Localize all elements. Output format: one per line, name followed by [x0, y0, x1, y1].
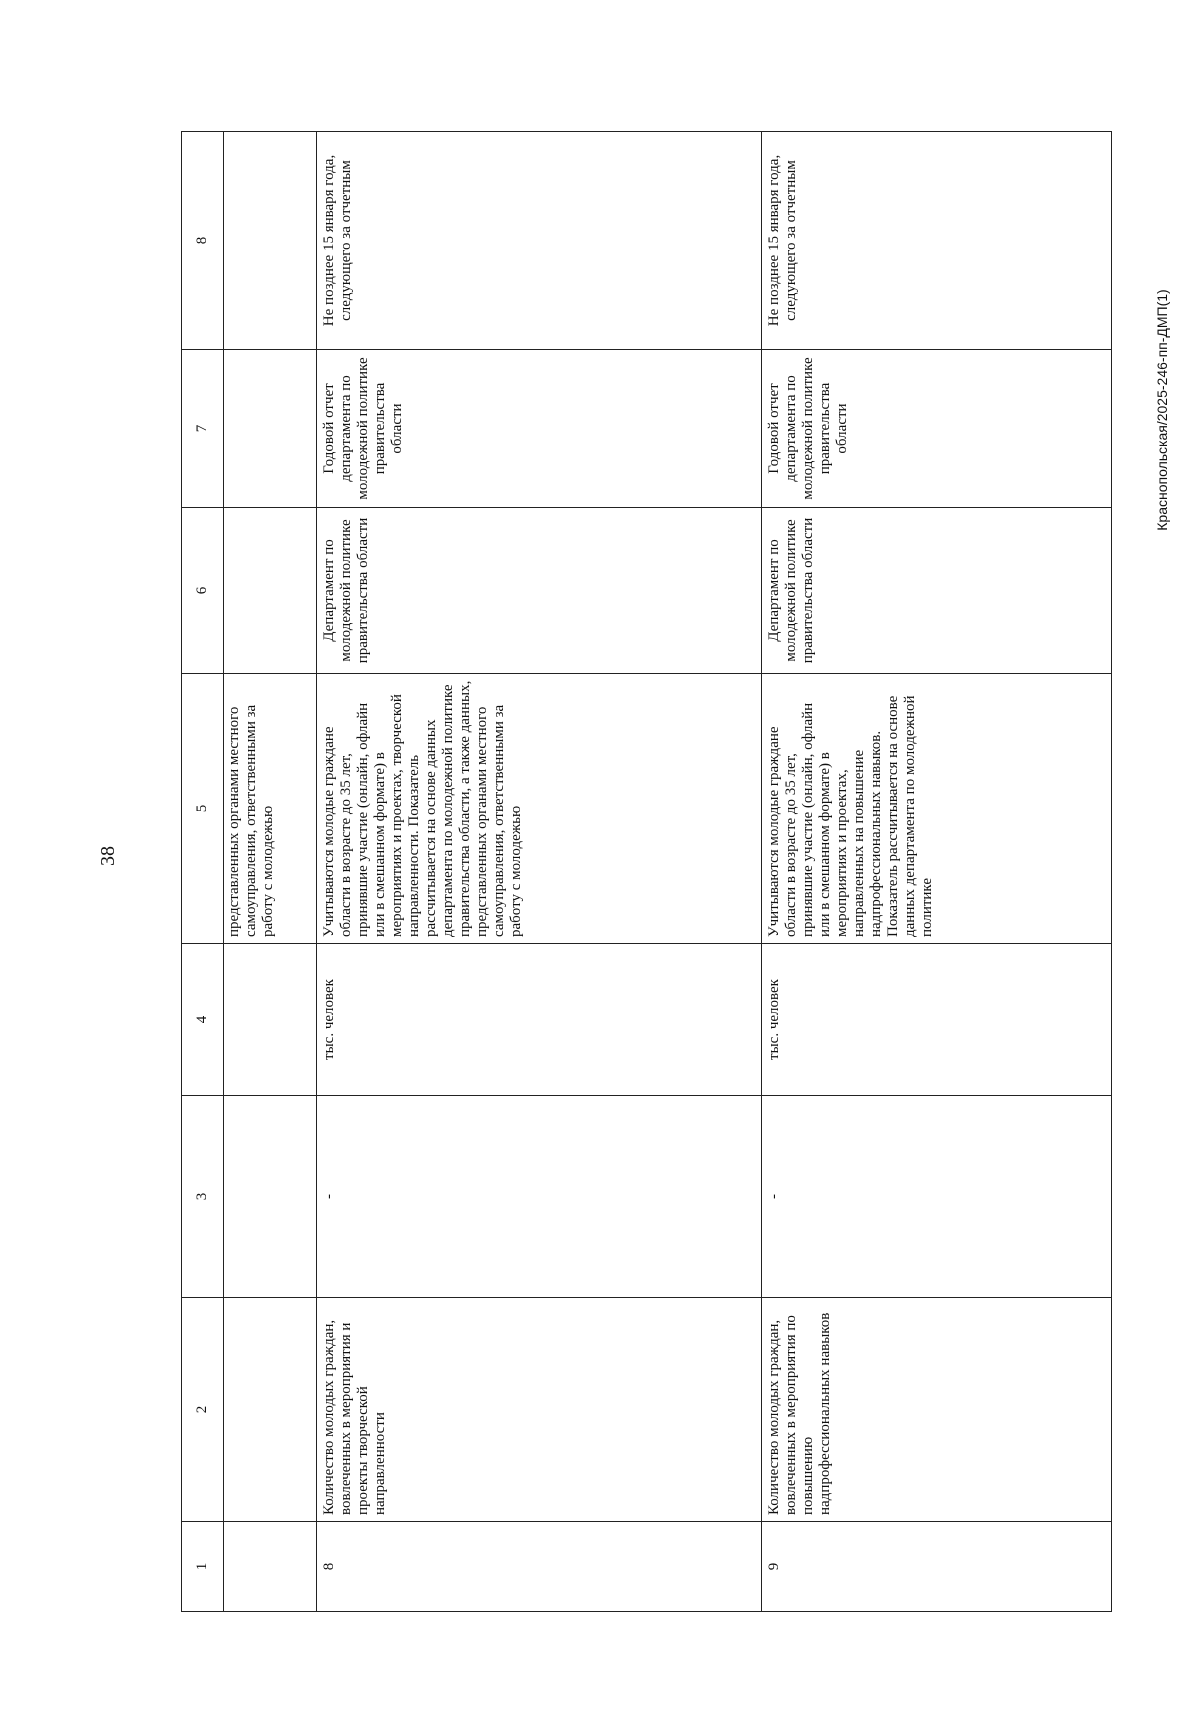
deadline: Не позднее 15 января года, следующего за отчетным: [762, 132, 1112, 350]
unit-of-measure: тыс. человек: [317, 944, 762, 1096]
document-code: Краснопольская/2025-246-пп-ДМП(1): [1154, 289, 1170, 531]
cont-cell-unit: [224, 944, 317, 1096]
header-cell-7: 7: [182, 350, 224, 508]
indicators-table: [181, 131, 1112, 1612]
methodology: Учитываются молодые граждане области в возрасте до 35 лет, принявшие участие (онлайн, офлайн или в смешанном формате) в мероприятиях и проектах, творческой направленности. Показатель рассчитывается на основе данных департамента по молодежной политике правительства области, а также данных, представленных органами местного самоуправления, ответственными за работу с молодежью: [317, 674, 762, 944]
table-row: [317, 132, 762, 1612]
header-cell-8: 8: [182, 132, 224, 350]
row-number: 9: [762, 1522, 1112, 1612]
cont-cell-deadline: [224, 132, 317, 350]
rotated-table-wrapper: [181, 132, 1111, 1612]
data-source: Годовой отчет департамента по молодежной политике правительства области: [762, 350, 1112, 508]
table-area: [181, 132, 1111, 1612]
table-row: [762, 132, 1112, 1612]
row-number: 8: [317, 1522, 762, 1612]
header-cell-1: 1: [182, 1522, 224, 1612]
indicator-name: Количество молодых граждан, вовлеченных в мероприятия и проекты творческой направленности: [317, 1298, 762, 1522]
basic-value: -: [762, 1096, 1112, 1298]
header-cell-5: 5: [182, 674, 224, 944]
indicator-name: Количество молодых граждан, вовлеченных в мероприятия по повышению надпрофессиональных навыков: [762, 1298, 1112, 1522]
cont-cell-source: [224, 350, 317, 508]
responsible-body: Департамент по молодежной политике правительства области: [762, 508, 1112, 674]
header-row: [182, 132, 224, 1612]
cont-cell-name: [224, 1298, 317, 1522]
cont-cell-responsible: [224, 508, 317, 674]
cont-cell-basic-value: [224, 1096, 317, 1298]
unit-of-measure: тыс. человек: [762, 944, 1112, 1096]
header-cell-2: 2: [182, 1298, 224, 1522]
deadline: Не позднее 15 января года, следующего за отчетным: [317, 132, 762, 350]
data-source: Годовой отчет департамента по молодежной политике правительства области: [317, 350, 762, 508]
continuation-row: [224, 132, 317, 1612]
basic-value: -: [317, 1096, 762, 1298]
header-cell-6: 6: [182, 508, 224, 674]
header-cell-4: 4: [182, 944, 224, 1096]
cont-cell-methodology: представленных органами местного самоуправления, ответственными за работу с молодежью: [224, 674, 317, 944]
header-cell-3: 3: [182, 1096, 224, 1298]
responsible-body: Департамент по молодежной политике правительства области: [317, 508, 762, 674]
page-number: 38: [96, 846, 119, 866]
methodology: Учитываются молодые граждане области в возрасте до 35 лет, принявшие участие (онлайн, офлайн или в смешанном формате) в мероприятиях и проектах, направленных на повышение надпрофессиональных навыков. Показатель рассчитывается на основе данных департамента по молодежной политике: [762, 674, 1112, 944]
cont-cell-number: [224, 1522, 317, 1612]
